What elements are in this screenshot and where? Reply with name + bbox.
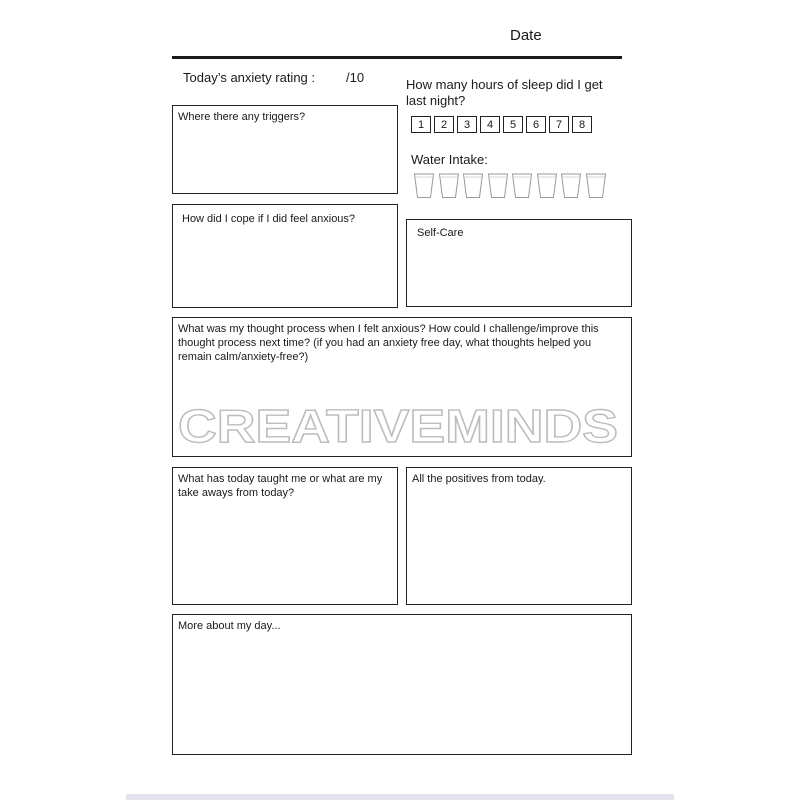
creativeminds-watermark: [176, 396, 621, 456]
anxiety-rating-label: Today’s anxiety rating :: [183, 70, 315, 85]
sleep-hour-box[interactable]: 2: [434, 116, 454, 133]
sleep-hour-box[interactable]: 4: [480, 116, 500, 133]
date-label: Date: [510, 27, 542, 44]
triggers-prompt: Where there any triggers?: [178, 111, 306, 123]
water-cups-row: [413, 172, 609, 199]
water-cup-icon[interactable]: [536, 172, 558, 199]
bottom-strip: [126, 794, 674, 800]
positives-prompt: All the positives from today.: [412, 473, 546, 485]
cope-prompt: How did I cope if I did feel anxious?: [182, 213, 356, 225]
water-cup-icon[interactable]: [413, 172, 435, 199]
cope-box[interactable]: [172, 204, 398, 308]
water-cup-icon[interactable]: [438, 172, 460, 199]
water-cup-icon[interactable]: [560, 172, 582, 199]
watermark-text: CREATIVEMINDS: [178, 400, 618, 452]
taught-prompt: What has today taught me or what are my take aways from today?: [178, 473, 383, 499]
taught-box[interactable]: [172, 467, 398, 605]
sleep-hour-box[interactable]: 8: [572, 116, 592, 133]
sleep-hour-box[interactable]: 6: [526, 116, 546, 133]
sleep-hour-box[interactable]: 5: [503, 116, 523, 133]
water-cup-icon[interactable]: [462, 172, 484, 199]
sleep-question: How many hours of sleep did I get last night?: [406, 77, 603, 108]
triggers-box[interactable]: [172, 105, 398, 194]
sleep-hour-box[interactable]: 3: [457, 116, 477, 133]
more-about-day-prompt: More about my day...: [178, 620, 281, 632]
self-care-box[interactable]: [406, 219, 632, 307]
sleep-hours-row: [411, 116, 595, 133]
more-about-day-box[interactable]: [172, 614, 632, 755]
self-care-prompt: Self-Care: [417, 227, 464, 239]
thought-process-prompt: What was my thought process when I felt anxious? How could I challenge/improve this thought process next time? (if you had an anxiety free day, what thoughts helped you remain calm/anxiety-free?): [178, 323, 599, 363]
anxiety-rating-scale: /10: [346, 70, 365, 85]
water-cup-icon[interactable]: [511, 172, 533, 199]
positives-box[interactable]: [406, 467, 632, 605]
sleep-hour-box[interactable]: 7: [549, 116, 569, 133]
water-cup-icon[interactable]: [487, 172, 509, 199]
sleep-hour-box[interactable]: 1: [411, 116, 431, 133]
water-intake-label: Water Intake:: [411, 152, 488, 167]
header-divider: [172, 56, 622, 59]
water-cup-icon[interactable]: [585, 172, 607, 199]
